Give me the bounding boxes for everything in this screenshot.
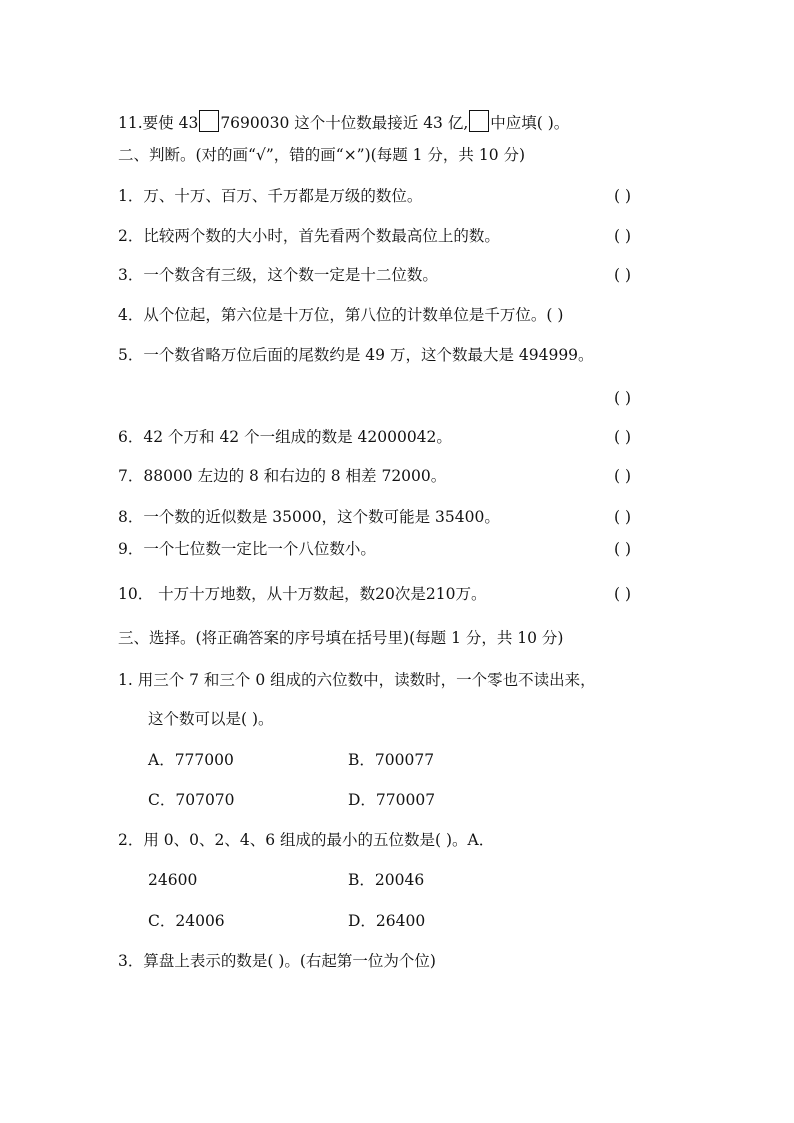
question-11 xyxy=(118,110,569,133)
choice-q1-option-c[interactable]: C．707070 xyxy=(148,791,235,809)
judge-item-8: 8．一个数的近似数是 35000，这个数可能是 35400。 xyxy=(118,508,500,526)
answer-paren-7[interactable]: ( ) xyxy=(614,467,632,485)
choice-q3-line1: 3．算盘上表示的数是( )。(右起第一位为个位) xyxy=(118,952,436,970)
judge-item-4: 4．从个位起，第六位是十万位，第八位的计数单位是千万位。( ) xyxy=(118,306,564,324)
choice-q2-line1: 2．用 0、0、2、4、6 组成的最小的五位数是( )。A． xyxy=(118,831,495,849)
judge-item-5: 5．一个数省略万位后面的尾数约是 49 万，这个数最大是 494999。 xyxy=(118,346,594,364)
judge-item-2: 2．比较两个数的大小时，首先看两个数最高位上的数。 xyxy=(118,227,500,245)
answer-paren-3[interactable]: ( ) xyxy=(614,266,632,284)
answer-box[interactable] xyxy=(199,110,219,132)
question-11-prefix: 11.要使 43 xyxy=(118,114,199,132)
choice-q1-line2: 这个数可以是( )。 xyxy=(148,710,274,728)
judge-item-6: 6．42 个万和 42 个一组成的数是 42000042。 xyxy=(118,428,452,446)
answer-paren-9[interactable]: ( ) xyxy=(614,540,632,558)
question-11-suffix: 中应填( )。 xyxy=(490,114,570,132)
section-3-heading: 三、选择。(将正确答案的序号填在括号里)(每题 1 分，共 10 分) xyxy=(118,629,564,647)
section-2-heading: 二、判断。(对的画“√”，错的画“×”)(每题 1 分，共 10 分) xyxy=(118,146,526,164)
question-11-middle: 7690030 这个十位数最接近 43 亿, xyxy=(220,114,469,132)
answer-paren-2[interactable]: ( ) xyxy=(614,227,632,245)
judge-item-7: 7．88000 左边的 8 和右边的 8 相差 72000。 xyxy=(118,467,447,485)
judge-item-1: 1．万、十万、百万、千万都是万级的数位。 xyxy=(118,187,423,205)
choice-q2-option-b[interactable]: B．20046 xyxy=(348,871,425,889)
choice-q2-option-a-value[interactable]: 24600 xyxy=(148,871,198,889)
choice-q1-line1: 1. 用三个 7 和三个 0 组成的六位数中，读数时，一个零也不读出来， xyxy=(118,671,596,689)
choice-q1-option-b[interactable]: B．700077 xyxy=(348,751,435,769)
choice-q1-option-a[interactable]: A．777000 xyxy=(148,751,234,769)
judge-item-9: 9．一个七位数一定比一个八位数小。 xyxy=(118,540,376,558)
answer-paren-8[interactable]: ( ) xyxy=(614,508,632,526)
choice-q2-option-c[interactable]: C．24006 xyxy=(148,912,225,930)
answer-paren-5[interactable]: ( ) xyxy=(614,389,632,407)
judge-item-3: 3．一个数含有三级，这个数一定是十二位数。 xyxy=(118,266,438,284)
answer-box[interactable] xyxy=(469,110,489,132)
choice-q1-option-d[interactable]: D．770007 xyxy=(348,791,436,809)
choice-q2-option-d[interactable]: D．26400 xyxy=(348,912,426,930)
answer-paren-6[interactable]: ( ) xyxy=(614,428,632,446)
judge-item-10: 10． 十万十万地数，从十万数起，数20次是210万。 xyxy=(118,585,487,603)
answer-paren-10[interactable]: ( ) xyxy=(614,585,632,603)
answer-paren-1[interactable]: ( ) xyxy=(614,187,632,205)
